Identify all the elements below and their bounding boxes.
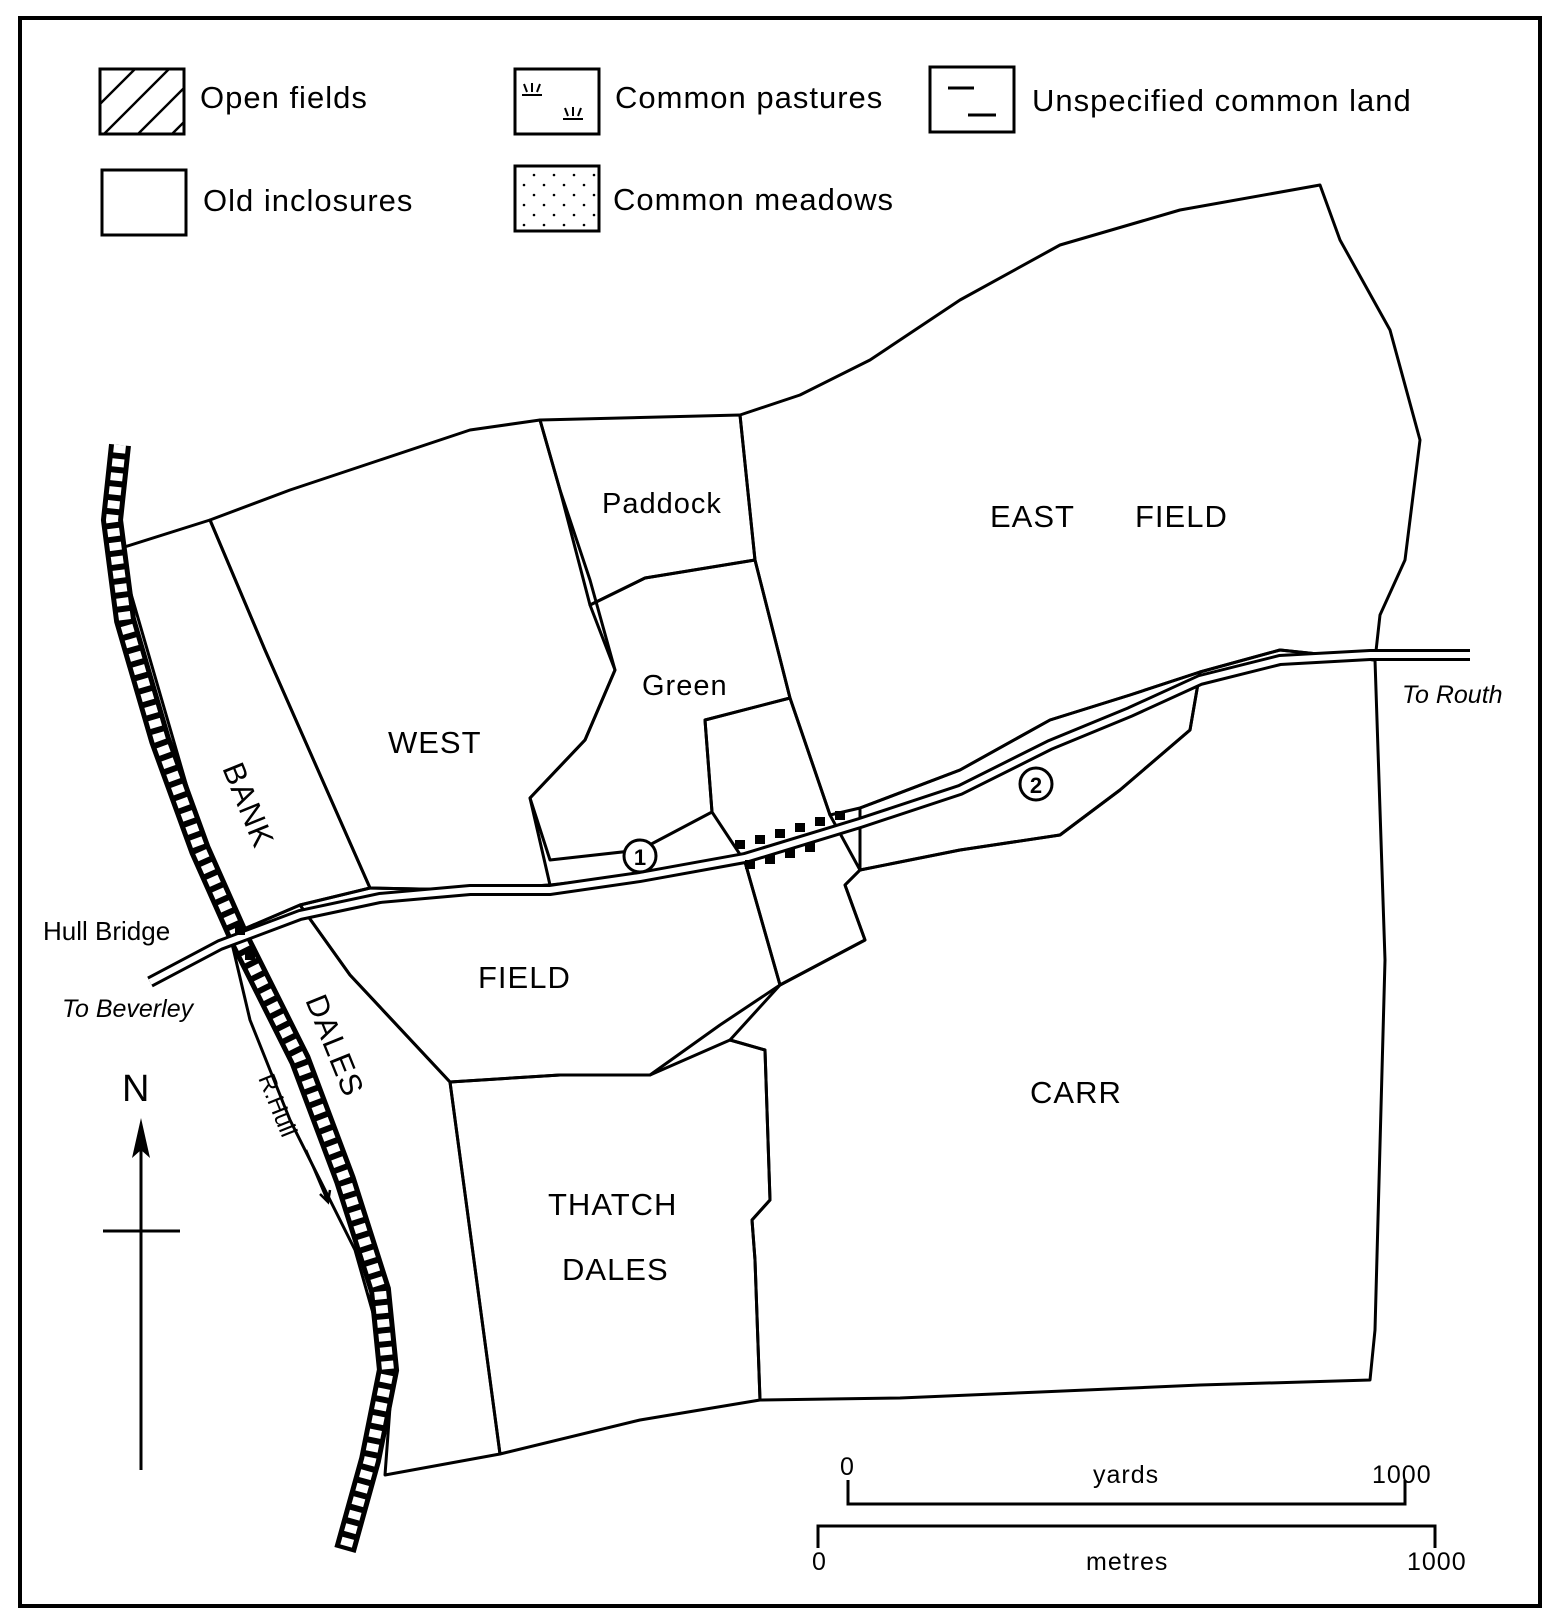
- legend-open-fields-swatch: [100, 69, 184, 134]
- scale-metres-start: 0: [812, 1548, 827, 1576]
- legend-unspecified-label: Unspecified common land: [1032, 83, 1412, 118]
- marker-1-label: 1: [633, 845, 647, 870]
- legend-old-inclosures-swatch: [102, 170, 186, 235]
- label-east: EAST: [990, 499, 1075, 534]
- label-west: WEST: [388, 725, 482, 760]
- label-thatch-dales: DALES: [562, 1252, 669, 1287]
- scale-yards-end: 1000: [1372, 1461, 1432, 1489]
- legend-old-inclosures-label: Old inclosures: [203, 183, 414, 218]
- legend-common-meadows-label: Common meadows: [613, 182, 895, 217]
- marker-1: [624, 840, 656, 872]
- label-east-field: FIELD: [1135, 499, 1228, 534]
- label-hull-bridge: Hull Bridge: [43, 916, 171, 946]
- label-paddock: Paddock: [602, 488, 722, 520]
- legend-common-pastures-label: Common pastures: [615, 80, 884, 115]
- legend-open-fields-label: Open fields: [200, 80, 368, 115]
- legend-common-pastures-swatch: [515, 69, 599, 134]
- legend-common-meadows-swatch: [515, 166, 599, 231]
- legend-unspecified-swatch: [930, 67, 1014, 132]
- marker-2: [1020, 768, 1052, 800]
- scale-metres-end: 1000: [1407, 1548, 1467, 1576]
- scale-metres-label: metres: [1086, 1548, 1169, 1576]
- label-bank: BANK: [215, 757, 282, 853]
- scale-yards-label: yards: [1093, 1461, 1160, 1489]
- scale-yards-start: 0: [840, 1453, 855, 1481]
- label-to-routh: To Routh: [1402, 681, 1503, 709]
- marker-2-label: 2: [1029, 773, 1043, 798]
- label-bank-dales: DALES: [298, 989, 371, 1102]
- north-label: N: [122, 1068, 150, 1110]
- label-river-hull: R.Hull: [252, 1070, 302, 1141]
- label-carr: CARR: [1030, 1075, 1122, 1110]
- label-thatch: THATCH: [548, 1187, 678, 1222]
- label-to-beverley: To Beverley: [62, 995, 194, 1023]
- label-west-field: FIELD: [478, 960, 571, 995]
- label-green: Green: [642, 670, 728, 702]
